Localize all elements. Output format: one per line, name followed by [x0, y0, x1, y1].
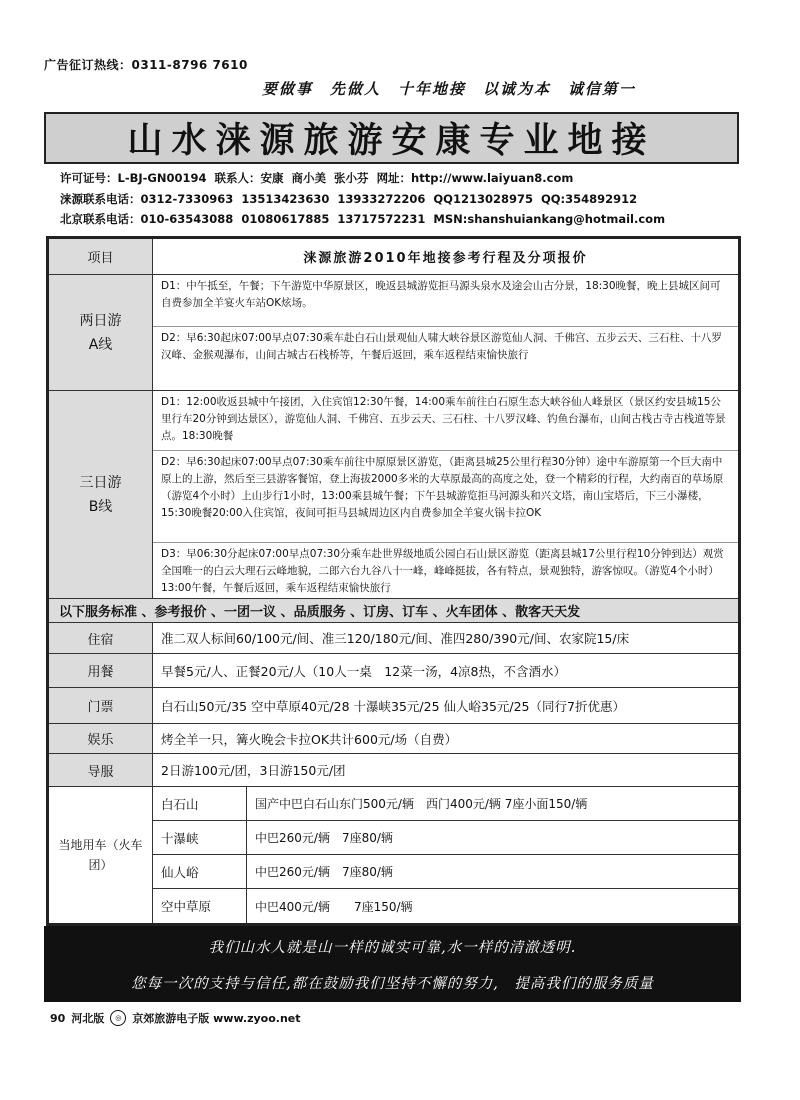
laiyuan-phone: 涞源联系电话：0312-7330963 — [60, 192, 234, 206]
entertainment-label: 娱乐 — [49, 724, 153, 753]
transport-row — [153, 889, 738, 923]
services-header: 以下服务标准 、参考报价 、一团一议 、品质服务 、订房、订车 、火车团体 、散客天天发 — [49, 599, 738, 623]
tour-b-label-name: 三日游 — [79, 474, 122, 491]
footer-slogan-line-1: 我们山水人就是山一样的诚实可靠,水一样的清澈透明. — [208, 940, 577, 956]
column-label-item: 项目 — [49, 239, 153, 274]
transport-row — [153, 821, 738, 855]
tour-b-day-2: D2：早6:30起床07:00早点07:30乘车前往中原原景区游览，（距离县城25公里行程30分钟）途中车游原第一个巨大南中原上的上游，然后至三县游客餐馆，登上海拔2000多米的大草原最高的高度之处，登一个精彩的行程，大约南百的草场原（游览4个小时）上山步行1小时，13:00乘县城午餐；下午县城游览拒马河源头和兴文塔，南山宝塔后，下三小瀑楼，15:30晚餐20:00入住宾馆，夜间可拒马县城周边区内自费参加全羊宴火锅卡拉OK — [153, 451, 738, 543]
tickets-label: 门票 — [49, 688, 153, 723]
tour-a-label-line: A线 — [88, 336, 113, 353]
table-title: 涞源旅游2010年地接参考行程及分项报价 — [303, 251, 588, 266]
license-number: 许可证号：L-BJ-GN00194 — [60, 171, 207, 185]
table-header-row — [49, 239, 738, 275]
beijing-mobile-1: 01080617885 — [241, 212, 330, 226]
tour-a-day-2: D2：早6:30起床07:00早点07:30乘车赴白石山景观仙人啸大峡谷景区游览仙人洞、千佛宫、五步云天、三石柱、十八罗汉峰、金猴观瀑布，山间古城古石栈桥等，午餐后返回，乘车返程结束愉快旅行 — [161, 332, 722, 361]
laiyuan-mobile-1: 13513423630 — [241, 192, 330, 206]
publication-name[interactable]: 京郊旅游电子版 www.zyoo.net — [132, 1012, 301, 1025]
lodging-label: 住宿 — [49, 623, 153, 653]
slogan: 要做事 先做人 十年地接 以诚为本 诚信第一 — [262, 80, 637, 98]
qq-2: QQ:354892912 — [541, 192, 638, 206]
tour-a-label — [49, 275, 153, 390]
transport-place: 仙人峪 — [153, 855, 247, 888]
guide-label: 导服 — [49, 754, 153, 786]
title-banner — [44, 112, 739, 164]
contact-line-2 — [60, 191, 641, 207]
meals-label: 用餐 — [49, 654, 153, 687]
contact-person: 联系人：安康 — [214, 171, 284, 185]
qq-1: QQ1213028975 — [433, 192, 533, 206]
transport-place: 空中草原 — [153, 889, 247, 923]
tickets-row — [49, 688, 738, 724]
msn-contact: MSN:shanshuiankang@hotmail.com — [433, 212, 666, 226]
guide-value: 2日游100元/团，3日游150元/团 — [161, 763, 346, 778]
tour-b-day-3: D3：早06:30分起床07:00早点07:30分乘车赴世界级地质公园白石山景区游览（距离县城17公里行程10分钟到达）观赏全国唯一的白云大理石云峰地貌，二郎六台九谷八十一峰，峰峰挺拔，各有特点，景观独特，游客惊叹。（游览4个小时）13:00午餐，午餐后返回，乘车返程结束愉快旅行 — [161, 548, 724, 594]
contact-person-3: 张小芬 — [334, 171, 369, 185]
transport-row — [153, 787, 738, 821]
transport-row — [153, 855, 738, 889]
meals-value: 早餐5元/人、正餐20元/人（10人一桌 12菜一汤，4凉8热，不含酒水） — [161, 663, 566, 679]
transport-price: 国产中巴白石山东门500元/辆 西门400元/辆 7座小面150/辆 — [255, 797, 588, 811]
tour-a-day-1: D1：中午抵至，午餐；下午游览中华原景区，晚返县城游览拒马源头泉水及途会山古分景，18:30晚餐，晚上县城区间可自费参加全羊宴火车站OK炫场。 — [153, 275, 738, 327]
transport-price: 中巴400元/辆 7座150/辆 — [255, 899, 413, 914]
transport-price: 中巴260元/辆 7座80/辆 — [255, 831, 393, 845]
page-footer — [50, 1010, 301, 1026]
tour-a-row — [49, 275, 738, 391]
footer-slogan-line-2: 您每一次的支持与信任,都在鼓励我们坚持不懈的努力, 提高我们的服务质量 — [131, 976, 654, 992]
tour-b-label — [49, 391, 153, 598]
transport-place: 十瀑峡 — [153, 821, 247, 854]
meals-row — [49, 654, 738, 688]
banner-title: 山水涞源旅游安康专业地接 — [127, 121, 656, 161]
lodging-row — [49, 623, 738, 654]
tickets-value: 白石山50元/35 空中草原40元/28 十瀑峡35元/25 仙人峪35元/25（同行7折优惠） — [161, 698, 625, 714]
transport-section — [49, 787, 738, 923]
contact-person-2: 商小美 — [291, 171, 327, 185]
edition-label: 河北版 — [71, 1012, 105, 1025]
laiyuan-mobile-2: 13933272206 — [337, 192, 426, 206]
footer-slogan-band — [44, 926, 741, 1002]
tour-b-row — [49, 391, 738, 599]
publication-logo-icon: ◎ — [110, 1010, 126, 1026]
tour-b-label-line: B线 — [88, 498, 113, 515]
itinerary-table — [46, 236, 741, 926]
tour-b-day-1: D1：12:00收返县城中午接团，入住宾馆12:30午餐，14:00乘车前往白石原生态大峡谷仙人峰景区（景区约安县城15公里行车20分钟到达景区），游览仙人洞、千佛宫、五步云天、三石柱、十八罗汉峰、钓鱼台瀑布，山间古栈古寺古栈道等景点。18:30晚餐 — [153, 391, 738, 451]
ad-hotline: 广告征订热线：0311-8796 7610 — [44, 58, 248, 72]
contact-line-1 — [60, 170, 577, 186]
transport-label: 当地用车（火车团） — [49, 787, 153, 923]
transport-price: 中巴260元/辆 7座80/辆 — [255, 865, 393, 879]
transport-place: 白石山 — [153, 787, 247, 820]
website-link[interactable]: 网址：http://www.laiyuan8.com — [376, 171, 574, 185]
beijing-phone: 北京联系电话：010-63543088 — [60, 212, 234, 226]
guide-row — [49, 754, 738, 787]
beijing-mobile-2: 13717572231 — [337, 212, 426, 226]
contact-line-3 — [60, 211, 669, 227]
page-number: 90 — [50, 1011, 66, 1025]
lodging-value: 准二双人标间60/100元/间、准三120/180元/间、准四280/390元/间、农家院15/床 — [161, 631, 630, 646]
entertainment-value: 烤全羊一只，篝火晚会卡拉OK共计600元/场（自费） — [161, 731, 458, 747]
entertainment-row — [49, 724, 738, 754]
tour-a-label-name: 两日游 — [79, 312, 122, 329]
